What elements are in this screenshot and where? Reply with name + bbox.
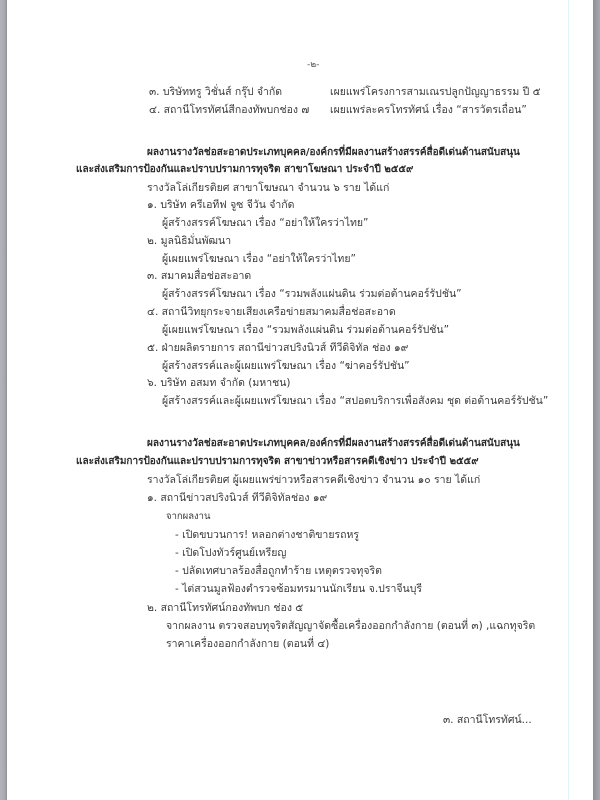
section1-heading-line1: ผลงานรางวัลช่อสะอาดประเภทบุคคล/องค์กรที่มีผลงานสร้างสรรค์สื่อดีเด่นด้านสนับสนุน xyxy=(147,147,520,158)
section2-work-item: - ไต่สวนมูลฟ้องตำรวจซ้อมทรมานนักเรียน จ.ปราจีนบุรี xyxy=(175,583,423,595)
page-edge-line xyxy=(568,0,569,800)
top-list-item-left: ๓. บริษัททรู วิชั่นส์ กรุ๊ป จำกัด xyxy=(149,86,283,98)
section1-item-name: ๖. บริษัท อสมท จำกัด (มหาชน) xyxy=(147,377,291,389)
section1-item-detail: ผู้เผยแพร่โฆษณา เรื่อง “รวมพลังแผ่นดิน ร่วมต่อต้านคอร์รัปชัน” xyxy=(162,324,450,336)
viewer-right-border xyxy=(593,0,600,800)
section1-item-name: ๕. ฝ่ายผลิตรายการ สถานีข่าวสปริงนิวส์ ทีวีดิจิทัล ช่อง ๑๙ xyxy=(147,342,409,354)
section2-from-label: จากผลงาน xyxy=(166,511,211,522)
section1-item-detail: ผู้สร้างสรรค์โฆษณา เรื่อง “รวมพลังแผ่นดิน ร่วมต่อต้านคอร์รัปชัน” xyxy=(162,288,462,300)
page-number: -๒- xyxy=(307,60,320,70)
section2-heading-line1: ผลงานรางวัลช่อสะอาดประเภทบุคคล/องค์กรที่มีผลงานสร้างสรรค์สื่อดีเด่นด้านสนับสนุน xyxy=(147,438,520,449)
section2-work-item: - ปลัดเทศบาลร้องสื่อถูกทำร้าย เหตุตรวจทุจริต xyxy=(175,565,382,577)
section1-item-detail: ผู้เผยแพร่โฆษณา เรื่อง “อย่าให้ใครว่าไทย” xyxy=(162,253,356,265)
section1-item-name: ๒. มูลนิธิมั่นพัฒนา xyxy=(147,235,232,247)
section1-item-detail: ผู้สร้างสรรค์และผู้เผยแพร่โฆษณา เรื่อง “ฆ่าคอร์รัปชัน” xyxy=(162,360,410,372)
section1-item-name: ๓. สมาคมสื่อช่อสะอาด xyxy=(147,270,252,282)
section1-item-detail: ผู้สร้างสรรค์โฆษณา เรื่อง “อย่าให้ใครว่าไทย” xyxy=(162,217,369,229)
top-list-item-right: เผยแพร่โครงการสามเณรปลูกปัญญาธรรม ปี ๕ xyxy=(330,86,541,98)
viewer-left-border xyxy=(0,0,7,800)
continuation-note: ๓. สถานีโทรทัศน์... xyxy=(443,714,532,726)
section2-work-item: - เปิดขบวนการ! หลอกต่างชาติขายรถหรู xyxy=(175,529,360,541)
section1-item-detail: ผู้สร้างสรรค์และผู้เผยแพร่โฆษณา เรื่อง “สปอตบริการเพื่อสังคม ชุด ต่อต้านคอร์รัปชัน” xyxy=(162,395,549,407)
section2-item-name: ๒. สถานีโทรทัศน์กองทัพบก ช่อง ๕ xyxy=(147,602,304,614)
section2-item-detail: จากผลงาน ตรวจสอบทุจริตสัญญาจัดซื้อเครื่องออกกำลังกาย (ตอนที่ ๓) ,แฉกทุจริต xyxy=(166,620,536,632)
section1-intro: รางวัลโล่เกียรติยศ สาขาโฆษณา จำนวน ๖ ราย ได้แก่ xyxy=(147,182,390,194)
section2-item-name: ๑. สถานีข่าวสปริงนิวส์ ทีวีดิจิทัลช่อง ๑๙ xyxy=(147,492,328,504)
document-page xyxy=(7,0,593,800)
section1-item-name: ๑. บริษัท ครีเอทีฟ จูซ จีวัน จำกัด xyxy=(147,199,295,211)
top-list-item-left: ๔. สถานีโทรทัศน์สีกองทัพบกช่อง ๗ xyxy=(149,104,310,116)
section2-heading-line2: และส่งเสริมการป้องกันและปราบปรามการทุจริต สาขาข่าวหรือสารคดีเชิงข่าว ประจำปี ๒๕๕๙ xyxy=(76,456,479,467)
section2-item-detail: ราคาเครื่องออกกำลังกาย (ตอนที่ ๔) xyxy=(166,638,330,650)
section2-intro: รางวัลโล่เกียรติยศ ผู้เผยแพร่ข่าวหรือสารคดีเชิงข่าว จำนวน ๑๐ ราย ได้แก่ xyxy=(147,474,481,486)
section1-item-name: ๔. สถานีวิทยุกระจายเสียงเครือข่ายสมาคมสื่อช่อสะอาด xyxy=(147,306,396,318)
top-list-item-right: เผยแพร่ละครโทรทัศน์ เรื่อง “สารวัตรเถื่อน” xyxy=(330,104,527,116)
section1-heading-line2: และส่งเสริมการป้องกันและปราบปรามการทุจริต สาขาโฆษณา ประจำปี ๒๕๕๙ xyxy=(76,164,414,175)
section2-work-item: - เปิดโปงทัวร์ศูนย์เหรียญ xyxy=(175,547,287,559)
